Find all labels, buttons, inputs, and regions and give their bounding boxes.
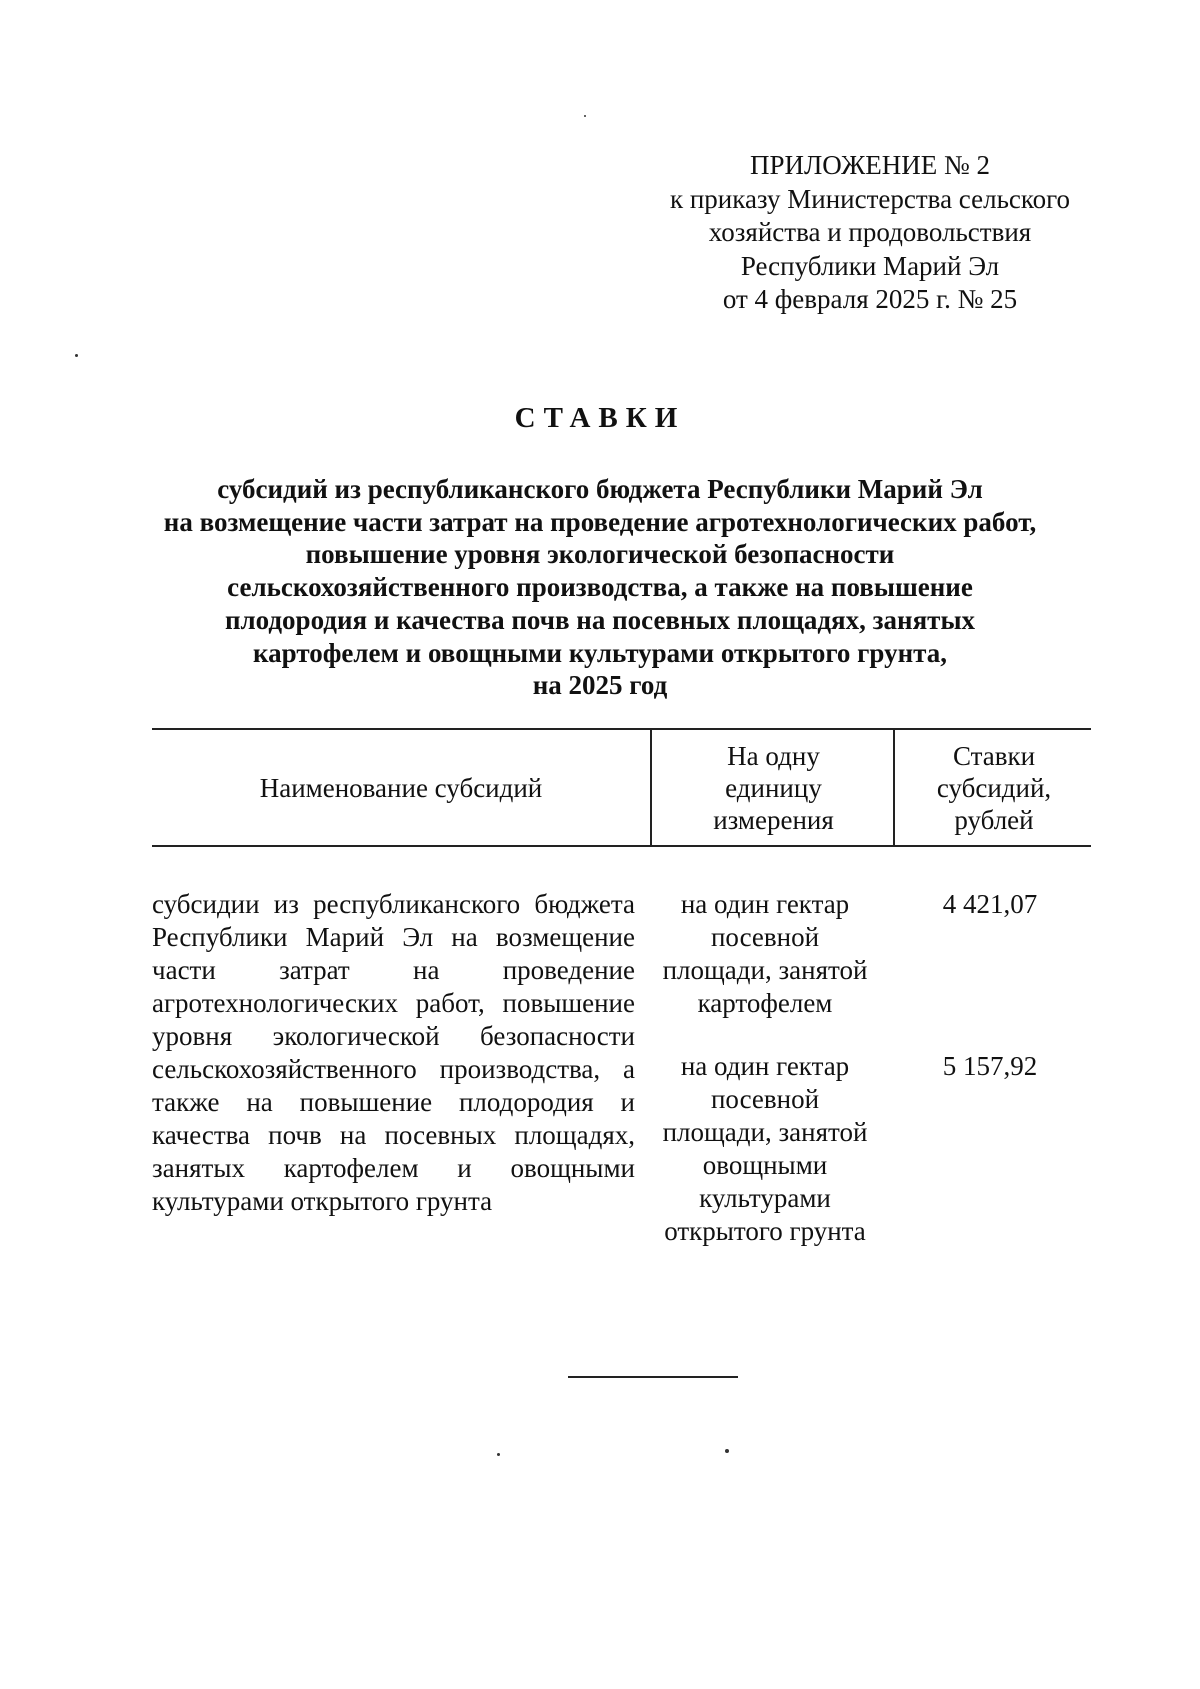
subtitle-line: сельскохозяйственного производства, а также на повышение [227,572,973,603]
rates-table-header [152,728,1091,847]
scan-speck [725,1449,729,1453]
row-1-rate: 4 421,07 [942,889,1038,919]
end-divider [568,1376,738,1378]
appendix-order-line: к приказу Министерства сельского [669,183,1071,214]
subtitle-line: субсидий из республиканского бюджета Республики Марий Эл [217,474,983,504]
appendix-date-line: от 4 февраля 2025 г. № 25 [722,284,1018,314]
appendix-ministry-line: хозяйства и продовольствия [708,217,1032,247]
header-subsidy-name: Наименование субсидий [259,772,543,803]
scan-speck [75,354,78,357]
appendix-number: ПРИЛОЖЕНИЕ № 2 [749,150,991,180]
subtitle-line: на возмещение части затрат на проведение агротехнологических работ, [163,506,1037,537]
row-1-unit: на один гектар посевной площади, занятой картофелем [662,889,868,1018]
subtitle-line: повышение уровня экологической безопасности [305,539,895,570]
subtitle-line: картофелем и овощными культурами открытого грунта, [253,637,947,668]
table-header-row [152,728,1091,847]
header-rate: Ставки субсидий, рублей [893,730,1093,845]
subtitle-line: на 2025 год [532,670,668,701]
header-unit: На одну единицу измерения [650,730,895,845]
document-subtitle [140,473,1060,702]
subsidy-description: субсидии из республиканского бюджета Республики Марий Эл на возмещение части затрат на проведение агротехнологических работ, повышение уровня экологической безопасности сельскохозяйственного производства, а также на повышение плодородия и качества почв на посевных площадях, занятых картофелем и овощными культурами открытого грунта [152,889,635,1216]
appendix-block [640,149,1100,317]
row-2-unit: на один гектар посевной площади, занятой овощными культурами открытого грунта [662,1051,868,1246]
document-title: СТАВКИ [514,402,686,434]
row-2-rate: 5 157,92 [942,1051,1038,1081]
subtitle-line: плодородия и качества почв на посевных площадях, занятых [224,604,976,635]
scan-speck [497,1453,500,1456]
scan-speck [584,115,586,117]
appendix-republic-line: Республики Марий Эл [740,250,1000,281]
